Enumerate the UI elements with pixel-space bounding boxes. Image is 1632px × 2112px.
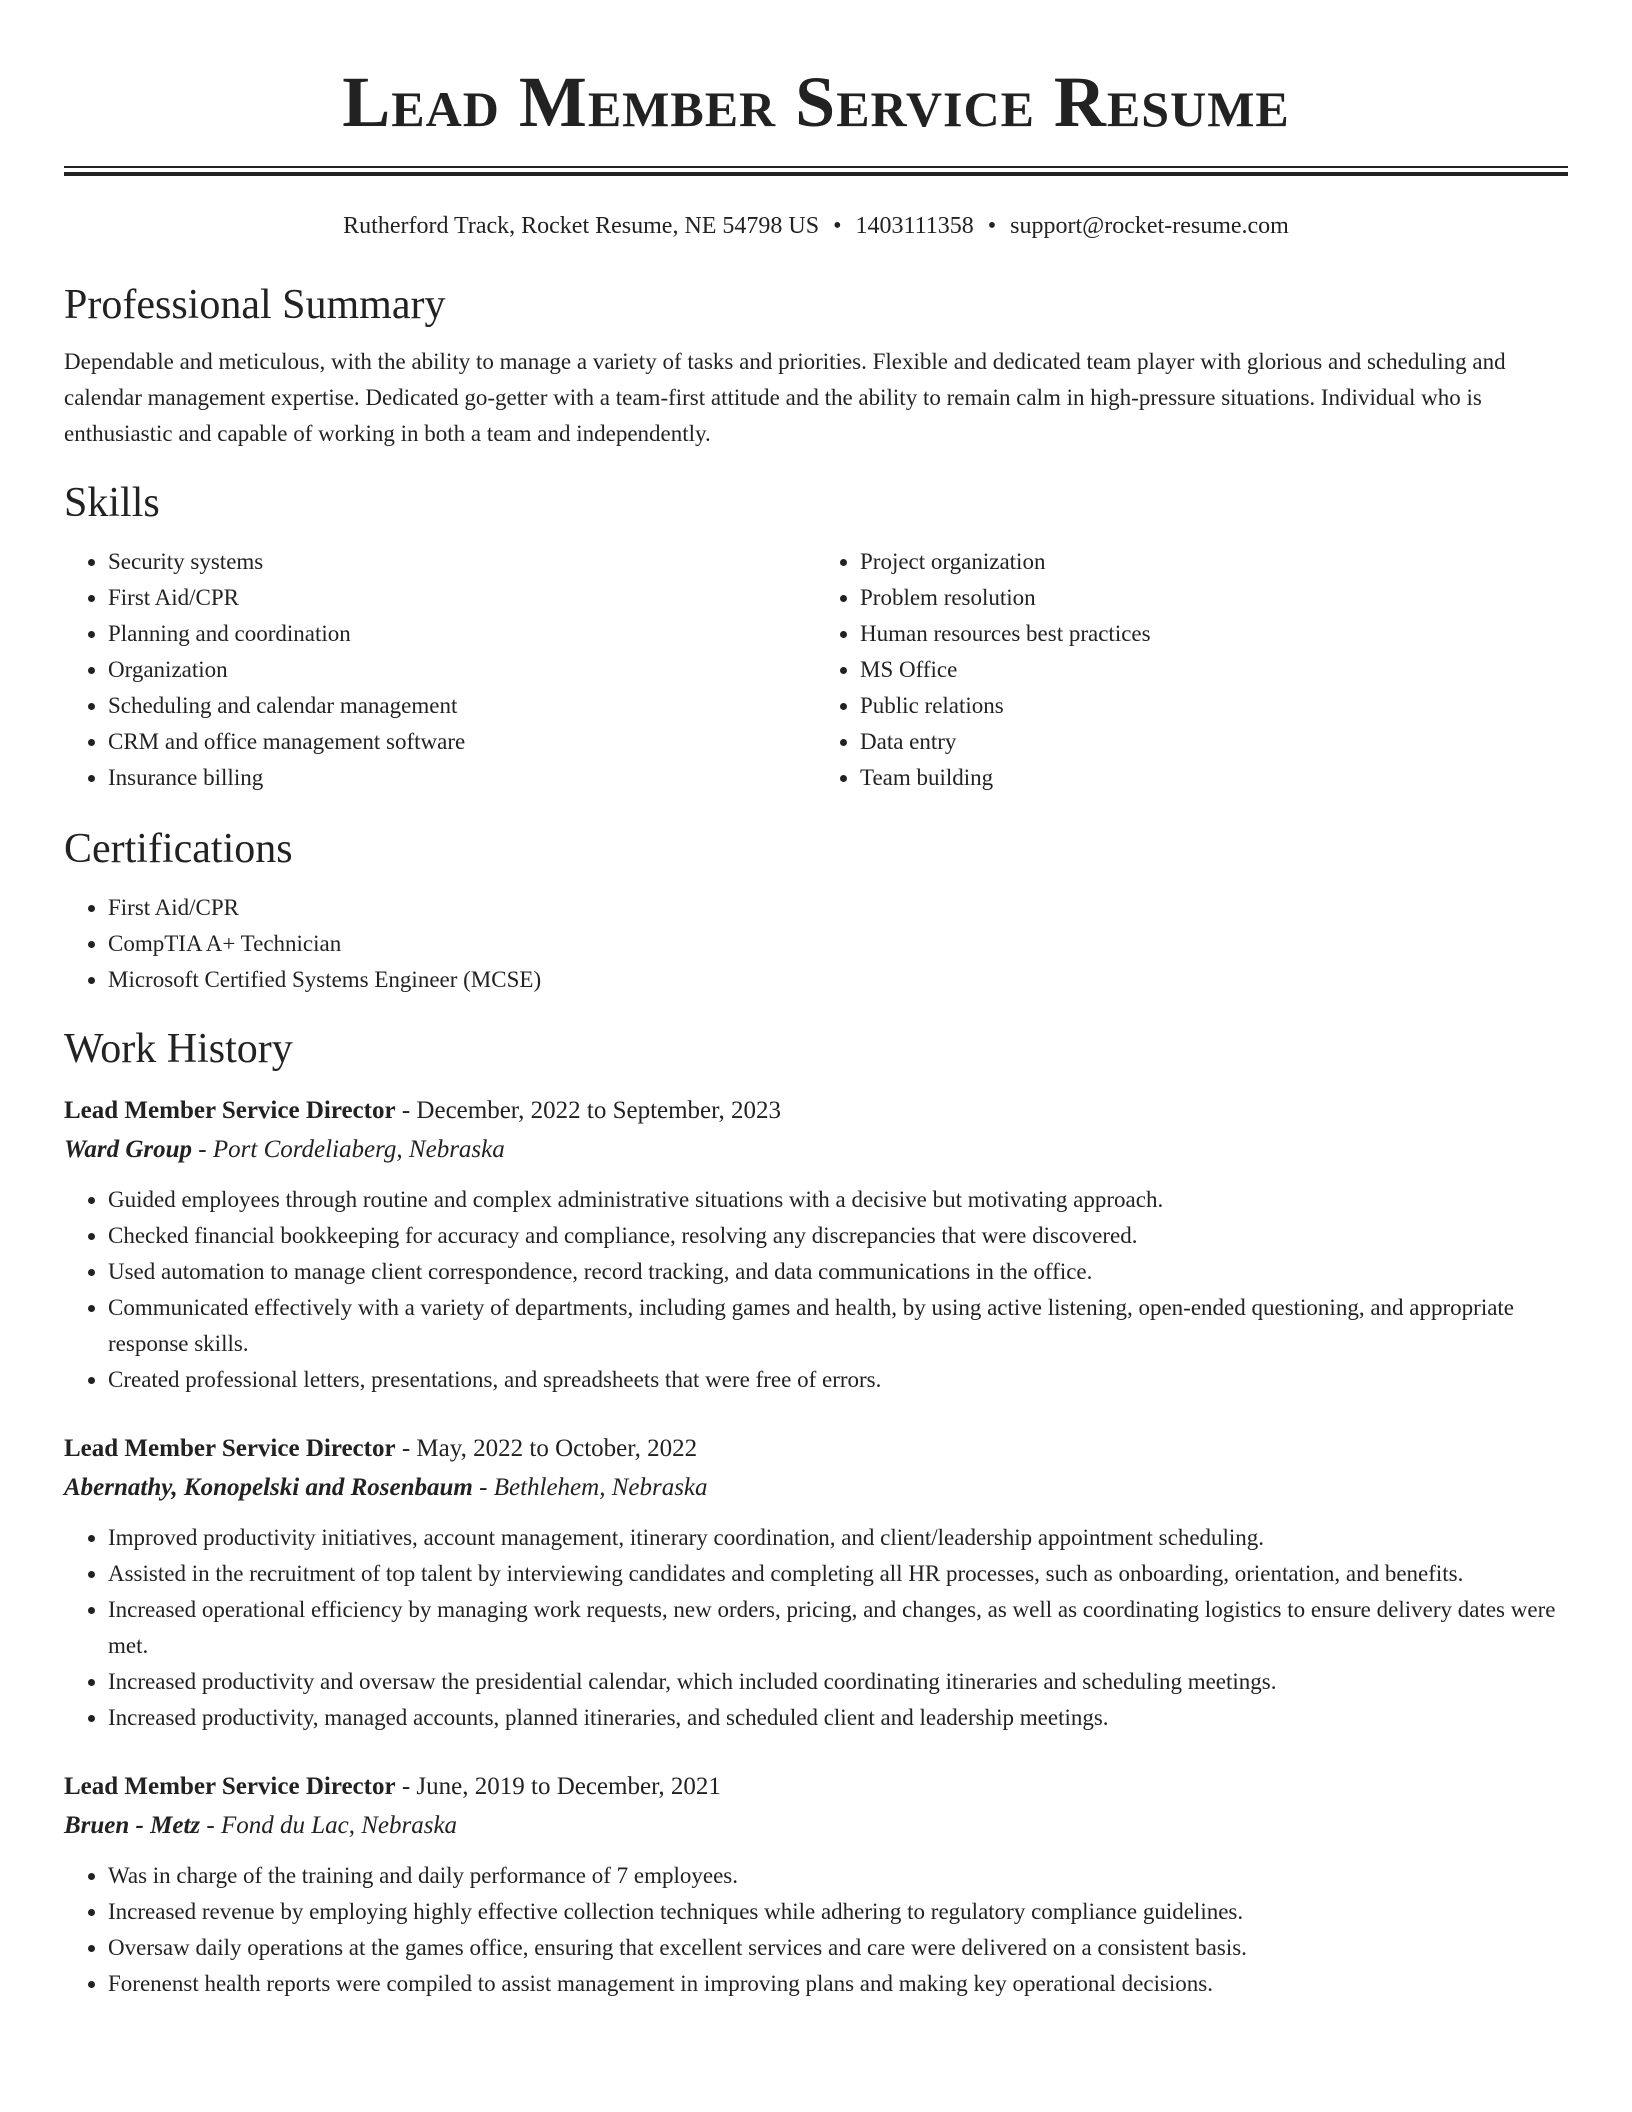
job-role: Lead Member Service Director bbox=[64, 1435, 396, 1462]
job-bullet: • Guided employees through routine and complex administrative situations with a decisive but motivating approach. bbox=[108, 1182, 1568, 1218]
job-company-line bbox=[64, 1130, 1568, 1170]
skill-item: • Security systems bbox=[108, 544, 816, 580]
job-header bbox=[64, 1768, 1568, 1806]
contact-separator: • bbox=[987, 213, 997, 239]
contact-line bbox=[64, 210, 1568, 242]
job-bullet: • Checked financial bookkeeping for accuracy and compliance, resolving any discrepancies that were discovered. bbox=[108, 1218, 1568, 1254]
skills-heading: Skills bbox=[64, 480, 160, 526]
skill-item: • MS Office bbox=[860, 652, 1568, 688]
job-company-line bbox=[64, 1806, 1568, 1846]
contact-email: support@rocket-resume.com bbox=[1010, 213, 1289, 239]
job-company: Ward Group bbox=[64, 1136, 193, 1163]
job-location: - Port Cordeliaberg, Nebraska bbox=[192, 1136, 505, 1163]
skill-item: • Data entry bbox=[860, 724, 1568, 760]
skills-grid bbox=[64, 544, 1568, 796]
job-location: - Fond du Lac, Nebraska bbox=[200, 1812, 458, 1839]
summary-heading: Professional Summary bbox=[64, 282, 446, 328]
job-bullets bbox=[64, 1858, 1568, 2002]
job-entry bbox=[64, 1092, 1568, 1398]
skill-item: • Insurance billing bbox=[108, 760, 816, 796]
job-entry bbox=[64, 1768, 1568, 2002]
job-entry bbox=[64, 1430, 1568, 1736]
certifications-list bbox=[64, 890, 1568, 998]
skills-list-right bbox=[816, 544, 1568, 796]
job-bullet: • Increased revenue by employing highly effective collection techniques while adhering to regulatory compliance guidelines. bbox=[108, 1894, 1568, 1930]
skill-item: • Team building bbox=[860, 760, 1568, 796]
summary-text: Dependable and meticulous, with the ability to manage a variety of tasks and priorities. Flexible and dedicated team player with glorious and scheduling and calendar management expertise. Dedicated go-getter with a team-first attitude and the ability to remain calm in high-pressure situations. Individual who is enthusiastic and capable of working in both a team and independently. bbox=[64, 349, 1506, 446]
job-company: Bruen - Metz bbox=[64, 1812, 201, 1839]
resume-title: Lead Member Service Resume bbox=[342, 62, 1290, 142]
skill-item: • Planning and coordination bbox=[108, 616, 816, 652]
skill-item: • Public relations bbox=[860, 688, 1568, 724]
job-bullet: • Increased operational efficiency by managing work requests, new orders, pricing, and changes, as well as coordinating logistics to ensure delivery dates were met. bbox=[108, 1592, 1568, 1664]
skill-item: • First Aid/CPR bbox=[108, 580, 816, 616]
job-bullet: • Used automation to manage client correspondence, record tracking, and data communications in the office. bbox=[108, 1254, 1568, 1290]
job-dates: - May, 2022 to October, 2022 bbox=[395, 1435, 698, 1462]
job-header bbox=[64, 1092, 1568, 1130]
job-dates: - June, 2019 to December, 2021 bbox=[395, 1773, 721, 1800]
skill-item: • CRM and office management software bbox=[108, 724, 816, 760]
job-bullet: • Created professional letters, presentations, and spreadsheets that were free of errors. bbox=[108, 1362, 1568, 1398]
skill-item: • Scheduling and calendar management bbox=[108, 688, 816, 724]
job-bullet: • Increased productivity, managed accounts, planned itineraries, and scheduled client and leadership meetings. bbox=[108, 1700, 1568, 1736]
certification-item: • CompTIA A+ Technician bbox=[108, 926, 1568, 962]
skill-item: • Problem resolution bbox=[860, 580, 1568, 616]
job-bullet: • Assisted in the recruitment of top talent by interviewing candidates and completing all HR processes, such as onboarding, orientation, and benefits. bbox=[108, 1556, 1568, 1592]
certification-item: • First Aid/CPR bbox=[108, 890, 1568, 926]
certification-item: • Microsoft Certified Systems Engineer (MCSE) bbox=[108, 962, 1568, 998]
job-header bbox=[64, 1430, 1568, 1468]
job-bullet: • Improved productivity initiatives, account management, itinerary coordination, and client/leadership appointment scheduling. bbox=[108, 1520, 1568, 1556]
skills-list-left bbox=[64, 544, 816, 796]
title-divider bbox=[64, 166, 1568, 176]
job-location: - Bethlehem, Nebraska bbox=[472, 1474, 708, 1501]
skill-item: • Project organization bbox=[860, 544, 1568, 580]
job-dates: - December, 2022 to September, 2023 bbox=[395, 1097, 781, 1124]
job-role: Lead Member Service Director bbox=[64, 1097, 396, 1124]
job-bullets bbox=[64, 1182, 1568, 1398]
job-bullet: • Oversaw daily operations at the games office, ensuring that excellent services and care were delivered on a consistent basis. bbox=[108, 1930, 1568, 1966]
skill-item: • Human resources best practices bbox=[860, 616, 1568, 652]
job-bullet: • Communicated effectively with a variety of departments, including games and health, by using active listening, open-ended questioning, and appropriate response skills. bbox=[108, 1290, 1568, 1362]
job-bullets bbox=[64, 1520, 1568, 1736]
contact-phone: 1403111358 bbox=[855, 213, 974, 239]
job-bullet: • Was in charge of the training and daily performance of 7 employees. bbox=[108, 1858, 1568, 1894]
work-history-heading: Work History bbox=[64, 1026, 293, 1072]
job-bullet: • Forenenst health reports were compiled to assist management in improving plans and making key operational decisions. bbox=[108, 1966, 1568, 2002]
contact-separator: • bbox=[833, 213, 842, 239]
job-company-line bbox=[64, 1468, 1568, 1508]
job-bullet: • Increased productivity and oversaw the presidential calendar, which included coordinating itineraries and scheduling meetings. bbox=[108, 1664, 1568, 1700]
certifications-heading: Certifications bbox=[64, 826, 293, 872]
job-company: Abernathy, Konopelski and Rosenbaum bbox=[64, 1474, 473, 1501]
contact-address: Rutherford Track, Rocket Resume, NE 54798 US bbox=[343, 213, 820, 239]
skill-item: • Organization bbox=[108, 652, 816, 688]
job-role: Lead Member Service Director bbox=[64, 1773, 396, 1800]
